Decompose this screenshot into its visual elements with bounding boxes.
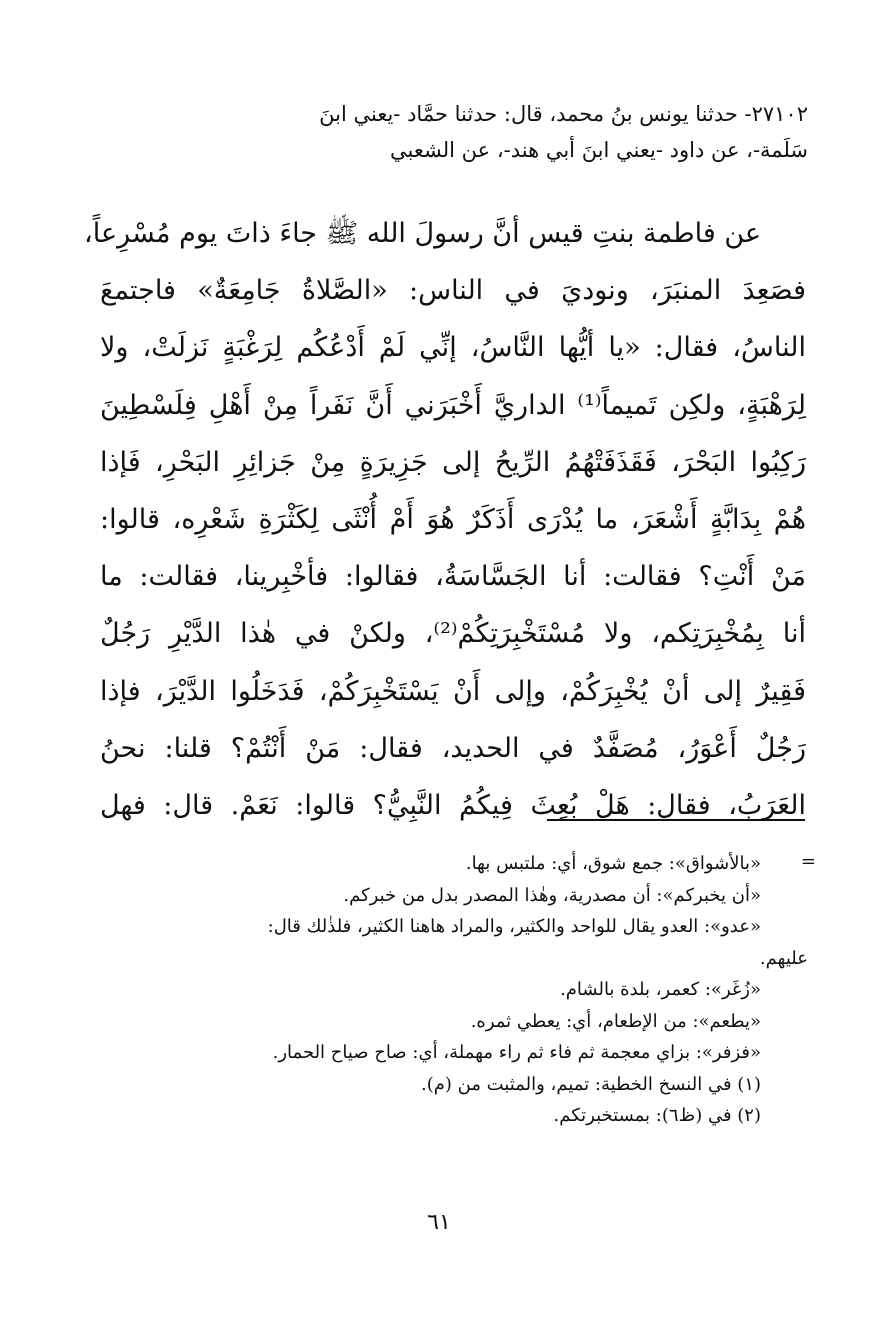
text-line: الناسُ، فقال: «يا أيُّها النَّاسُ، إنِّي لَمْ أَدْعُكُم لِرَغْبَةٍ نَزلَتْ، ولا bbox=[100, 332, 806, 364]
text-line: العَرَبُ، فقال: هَلْ بُعِثَ فِيكُمُ النَّبِيُّ؟ قالوا: نَعَمْ. قال: فهل bbox=[100, 790, 806, 822]
hadith-text bbox=[84, 205, 806, 834]
footnote-continuation-mark: = bbox=[800, 851, 816, 872]
footnote: (٢) في (ظ٦): بمستخبرتكم. bbox=[553, 1105, 761, 1126]
text-line: رَجُلٌ أَعْوَرُ، مُصَفَّدٌ في الحديد، فقال: مَنْ أَنْتُمْ؟ قلنا: نحنُ bbox=[100, 732, 806, 764]
footnotes bbox=[100, 848, 808, 1132]
footnote: «أن يخبركم»: أن مصدرية، وهٰذا المصدر بدل من خبركم. bbox=[343, 884, 761, 906]
footnote: «عدو»: العدو يقال للواحد والكثير، والمراد هاهنا الكثير، فلذٰلك قال: bbox=[267, 916, 761, 937]
footnote: «يطعم»: من الإطعام، أي: يعطي ثمره. bbox=[470, 1010, 761, 1032]
page-number: ٦١ bbox=[427, 1210, 451, 1235]
text-line: فصَعِدَ المنبَرَ، ونوديَ في الناس: «الصَّلاةُ جَامِعَةٌ» فاجتمعَ bbox=[100, 275, 806, 307]
footnote: «فزفر»: بزاي معجمة ثم فاء ثم راء مهملة، أي: صاح صياح الحمار. bbox=[272, 1042, 761, 1063]
text-line: مَنْ أَنْتِ؟ فقالت: أنا الجَسَّاسَةُ، فقالوا: فأخْبِرينا، فقالت: ما bbox=[100, 561, 806, 593]
footnote-continuation: عليهم. bbox=[759, 947, 808, 969]
footnote-separator bbox=[547, 819, 805, 821]
text-line: رَكِبُوا البَحْرَ، فَقَذَفَتْهُمُ الرِّيحُ إلى جَزِيرَةٍ مِنْ جَزائِرِ البَحْرِ، فَإذا bbox=[100, 446, 806, 478]
hadith-isnad bbox=[100, 96, 808, 168]
footnote: «بالأشواق»: جمع شوق، أي: ملتبس بها. bbox=[465, 853, 761, 874]
text-line: لِرَهْبَةٍ، ولكِن تَميماً⁽¹⁾ الداريَّ أَخْبَرَني أَنَّ نَفَراً مِنْ أَهْلِ فِلَسْطِينَ bbox=[100, 389, 806, 421]
isnad-line: سَلَمة-، عن داود -يعني ابنَ أبي هند-، عن الشعبي bbox=[390, 138, 808, 162]
footnote: «زُغَر»: كعمر، بلدة بالشام. bbox=[560, 979, 761, 1000]
text-line: أنا بِمُخْبِرَتِكم، ولا مُسْتَخْبِرَتِكُمْ⁽²⁾، ولكنْ في هٰذا الدَّيْرِ رَجُلٌ bbox=[100, 618, 806, 650]
footnote: (١) في النسخ الخطية: تميم، والمثبت من (م). bbox=[420, 1073, 761, 1095]
text-line: عن فاطمة بنتِ قيس أنَّ رسولَ الله ﷺ جاءَ ذاتَ يوم مُسْرِعاً، bbox=[84, 218, 761, 249]
text-line: فَقِيرٌ إلى أنْ يُخْبِرَكُمْ، وإلى أَنْ يَسْتَخْبِرَكُمْ، فَدَخَلُوا الدَّيْرَ، فإذا bbox=[100, 675, 806, 707]
text-line: هُمْ بِدَابَّةٍ أَشْعَرَ، ما يُدْرَى أَذَكَرٌ هُوَ أَمْ أُنْثَى لِكَثْرَةِ شَعْرِه، قالوا: bbox=[100, 504, 806, 536]
isnad-line: ٢٧١٠٢- حدثنا يونس بنُ محمد، قال: حدثنا حمَّاد -يعني ابنَ bbox=[319, 102, 808, 126]
